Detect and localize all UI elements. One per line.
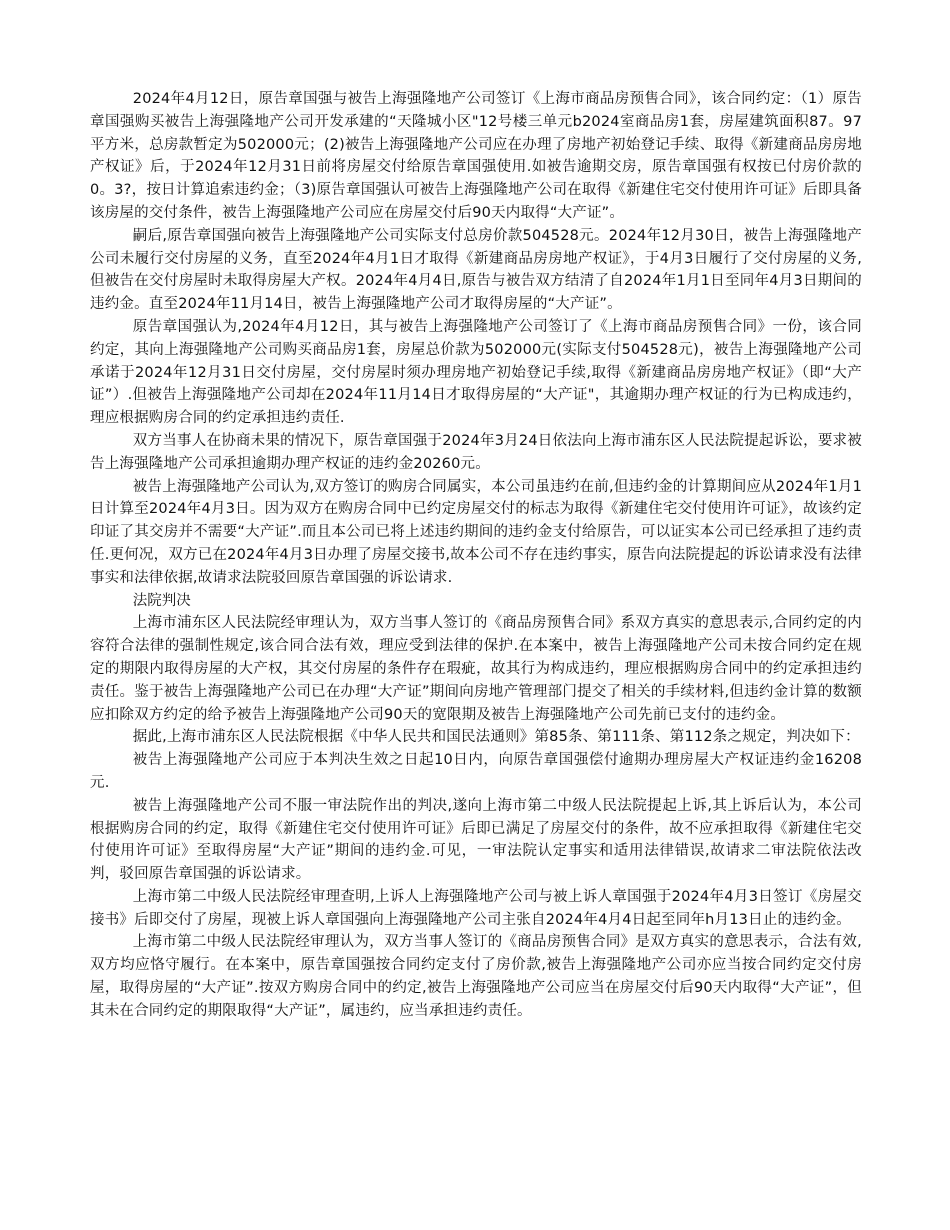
- paragraph-first-instance-reasoning: 上海市浦东区人民法院经审理认为，双方当事人签订的《商品房预售合同》系双方真实的意思表示,合同约定的内容符合法律的强制性规定,该合同合法有效，理应受到法律的保护.在本案中，被告上海强隆地产公司未按合同约定在规定的期限内取得房屋的大产权，其交付房屋的条件存在瑕疵，故其行为构成违约，理应根据购房合同中的约定承担违约责任。鉴于被告上海强隆地产公司已在办理“大产证”期间向房地产管理部门提交了相关的手续材料,但违约金计算的数额应扣除双方约定的给予被告上海强隆地产公司90天的宽限期及被告上海强隆地产公司先前已支付的违约金。: [90, 615, 862, 723]
- section-heading-court-judgment: 法院判决: [132, 592, 191, 609]
- paragraph-legal-basis: 据此,上海市浦东区人民法院根据《中华人民共和国民法通则》第85条、第111条、第112条之规定，判决如下：: [132, 729, 860, 746]
- paragraph-payment-delivery: 嗣后,原告章国强向被告上海强隆地产公司实际支付总房价款504528元。2024年12月30日，被告上海强隆地产公司未履行交付房屋的义务，直至2024年4月1日才取得《新建商品房房地产权证》，于4月3日履行了交付房屋的义务,但被告在交付房屋时未取得房屋大产权。2024年4月4日,原告与被告双方结清了自2024年1月1日至同年4月3日期间的违约金。直至2024年11月14日，被告上海强隆地产公司才取得房屋的“大产证”。: [90, 227, 862, 313]
- paragraph-first-instance-ruling: 被告上海强隆地产公司应于本判决生效之日起10日内，向原告章国强偿付逾期办理房屋大产权证违约金16208元.: [90, 752, 862, 791]
- paragraph-second-instance-reasoning: 上海市第二中级人民法院经审理认为，双方当事人签订的《商品房预售合同》是双方真实的意思表示，合法有效,双方均应恪守履行。在本案中，原告章国强按合同约定支付了房价款,被告上海强隆地产公司亦应当按合同约定交付房屋，取得房屋的“大产证”.按双方购房合同中的约定,被告上海强隆地产公司应当在房屋交付后90天内取得“大产证”，但其未在合同约定的期限取得“大产证”，属违约，应当承担违约责任。: [90, 934, 862, 1019]
- paragraph-second-instance-findings: 上海市第二中级人民法院经审理查明,上诉人上海强隆地产公司与被上诉人章国强于2024年4月3日签订《房屋交接书》后即交付了房屋，现被上诉人章国强向上海强隆地产公司主张自2024年4月4日起至同年h月13日止的违约金。: [90, 888, 862, 928]
- paragraph-plaintiff-claim: 原告章国强认为,2024年4月12日，其与被告上海强隆地产公司签订了《上海市商品房预售合同》一份，该合同约定，其向上海强隆地产公司购买商品房1套，房屋总价款为502000元(实际支付504528元)，被告上海强隆地产公司承诺于2024年12月31日交付房屋，交付房屋时须办理房地产初始登记手续,取得《新建商品房房地产权证》（即“大产证”）.但被告上海强隆地产公司却在2024年11月14日才取得房屋的“大产证"，其逾期办理产权证的行为已构成违约，理应根据购房合同的约定承担违约责任.: [90, 318, 862, 427]
- document-body: [90, 88, 862, 1023]
- paragraph-appeal: 被告上海强隆地产公司不服一审法院作出的判决,遂向上海市第二中级人民法院提起上诉,其上诉后认为，本公司根据购房合同的约定，取得《新建住宅交付使用许可证》后即已满足了房屋交付的条件，故不应承担取得《新建住宅交付使用许可证》至取得房屋“大产证”期间的违约金.可见，一审法院认定事实和适用法律错误,故请求二审法院依法改判，驳回原告章国强的诉讼请求。: [90, 797, 862, 883]
- paragraph-lawsuit-filed: 双方当事人在协商未果的情况下，原告章国强于2024年3月24日依法向上海市浦东区人民法院提起诉讼，要求被告上海强隆地产公司承担逾期办理产权证的违约金20260元。: [90, 432, 862, 472]
- paragraph-defendant-response: 被告上海强隆地产公司认为,双方签订的购房合同属实，本公司虽违约在前,但违约金的计算期间应从2024年1月1日计算至2024年4月3日。因为双方在购房合同中已约定房屋交付的标志为取得《新建住宅交付使用许可证》，故该约定印证了其交房并不需要“大产证”.而且本公司已将上述违约期间的违约金支付给原告，可以证实本公司已经承担了违约责任.更何况，双方已在2024年4月3日办理了房屋交接书,故本公司不存在违约事实，原告向法院提起的诉讼请求没有法律事实和法律依据,故请求法院驳回原告章国强的诉讼请求.: [90, 478, 862, 586]
- paragraph-contract-terms: 2024年4月12日，原告章国强与被告上海强隆地产公司签订《上海市商品房预售合同》，该合同约定：（1）原告章国强购买被告上海强隆地产公司开发承建的“天隆城小区"12号楼三单元b2024室商品房1套，房屋建筑面积87。97平方米，总房款暂定为502000元；(2)被告上海强隆地产公司应在办理了房地产初始登记手续、取得《新建商品房房地产权证》后，于2024年12月31日前将房屋交付给原告章国强使用.如被告逾期交房，原告章国强有权按已付房价款的0。3?，按日计算追索违约金；（3)原告章国强认可被告上海强隆地产公司在取得《新建住宅交付使用许可证》后即具备该房屋的交付条件，被告上海强隆地产公司应在房屋交付后90天内取得“大产证”。: [90, 91, 862, 221]
